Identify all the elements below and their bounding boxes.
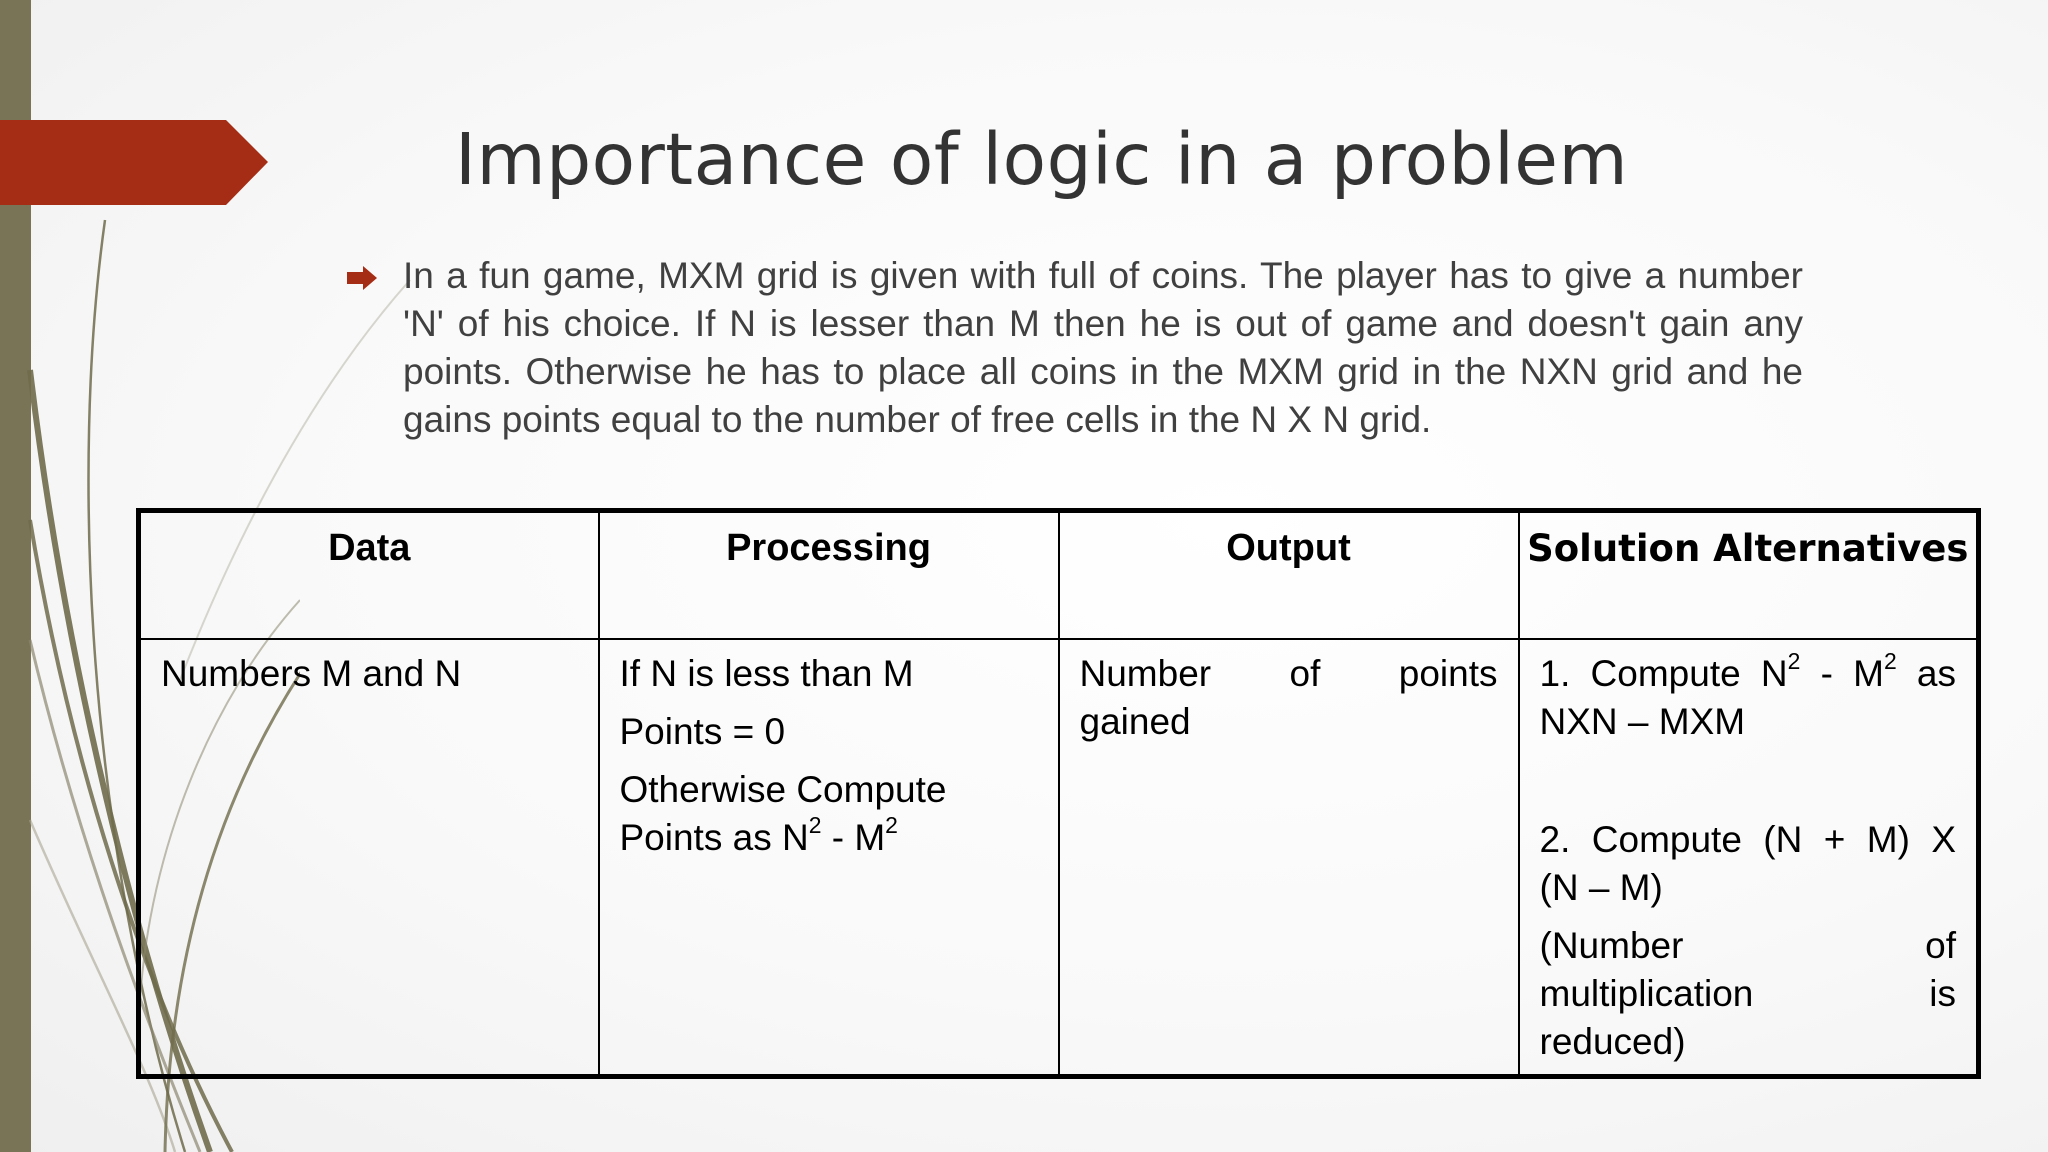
solution-2-line-4: multiplication is [1539,973,1956,1014]
solution-1-minus-m: - M [1800,653,1884,694]
solution-1-as: as [1896,653,1957,694]
table-row [139,639,1979,1077]
ipo-table [136,508,1981,1079]
cell-solutions [1519,639,1979,1077]
output-line-1: Number of points [1079,653,1498,694]
slide-title: Importance of logic in a problem [455,118,1629,201]
processing-line-4 [619,811,1038,862]
header-data: Data [139,511,599,640]
title-arrow-shape [0,120,270,205]
cell-processing [599,639,1059,1077]
solution-2-line-2: (N – M) [1539,867,1663,908]
header-solution-alternatives: Solution Alternatives [1519,511,1979,640]
solution-1-sup-n: 2 [1787,647,1801,674]
header-output: Output [1059,511,1519,640]
solution-1 [1539,647,1957,746]
processing-sup-n: 2 [808,811,822,838]
header-processing: Processing [599,511,1059,640]
table-header-row [139,511,1979,640]
output-line-2: gained [1079,701,1191,742]
processing-line-1: If N is less than M [619,653,914,694]
processing-minus-m: - M [821,817,886,858]
processing-line-3-4 [620,766,1038,862]
solution-2-note [1540,922,1957,1066]
solution-2-line-5: reduced) [1539,1021,1686,1062]
data-text: Numbers M and N [161,653,462,694]
solution-1-compute-n: 1. Compute N [1539,653,1788,694]
solution-1-line-2: NXN – MXM [1539,701,1746,742]
processing-points-as-n: Points as N [619,817,809,858]
output-text [1080,650,1498,746]
solution-1-sup-m: 2 [1883,647,1897,674]
processing-line-2: Points = 0 [619,711,786,752]
processing-line-3: Otherwise Compute [619,769,947,810]
arrow-bullet-icon [347,266,377,290]
bullet-text: In a fun game, MXM grid is given with full of coins. The player has to give a number 'N' of his choice. If N is lesser than M then he is out of game and doesn't gain any points. Otherwise he has to place all coins in the MXM grid in the NXN grid and he gains points equal to the number of free cells in the N X N grid. [403,255,1803,440]
solution-2 [1540,816,1957,912]
solution-1-line-1 [1539,647,1957,698]
solution-2-line-3: (Number of [1539,925,1956,966]
cell-data [139,639,599,1077]
cell-output [1059,639,1519,1077]
solution-2-line-1: 2. Compute (N + M) X [1539,819,1956,860]
processing-sup-m: 2 [885,811,898,838]
